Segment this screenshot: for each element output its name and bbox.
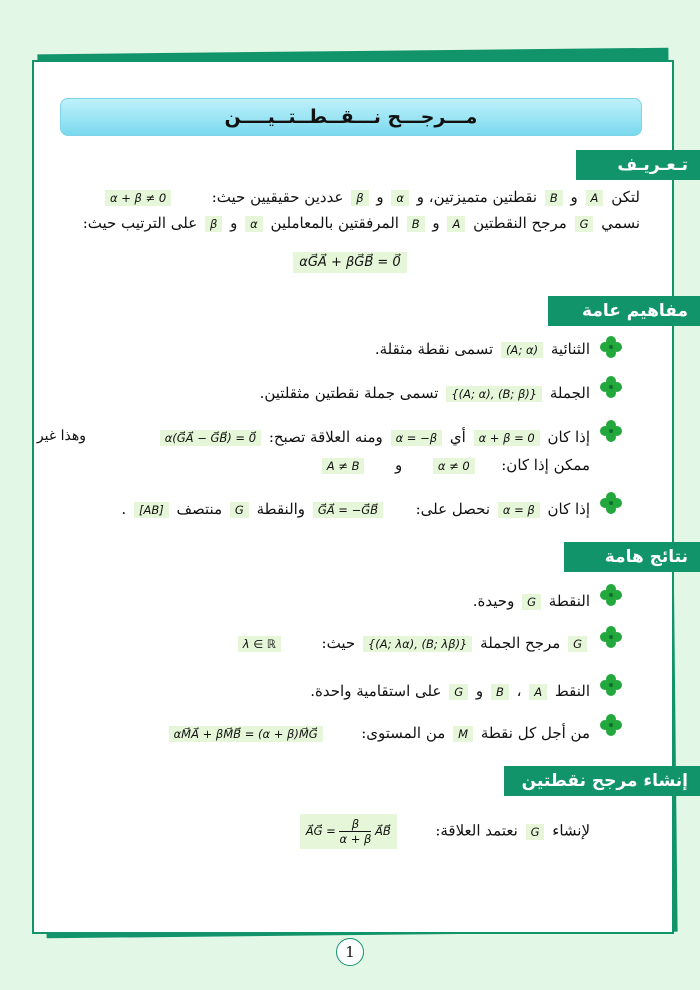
construction-formula: A⃗G⃗ = $\frac{\beta}{\alpha + \beta}$ A⃗B⃗ — [300, 814, 397, 849]
clover-bullet-icon — [600, 626, 622, 648]
page-number: 1 — [336, 938, 364, 966]
definition-line-2: نسمي G مرجح النقطتين A و B المرفقتين بالمعاملين α و β على الترتيب حيث: — [82, 214, 640, 232]
construction-line: لإنشاء G نعتمد العلاقة: A⃗G⃗ = $\frac{\beta}{\alpha + \beta}$ A⃗B⃗ — [297, 814, 590, 849]
concept-4: إذا كان α = β نحصل على: G⃗A⃗ = −G⃗B⃗ والنقطة G منتصف [AB] . — [121, 500, 590, 518]
clover-bullet-icon — [600, 674, 622, 696]
section-definition: تـعـريـف — [576, 150, 700, 180]
clover-bullet-icon — [600, 714, 622, 736]
result-4: من أجل كل نقطة M من المستوى: αM⃗A⃗ + βM⃗B⃗ = (α + β)M⃗G⃗ — [166, 724, 590, 742]
clover-bullet-icon — [600, 584, 622, 606]
concept-3: إذا كان α + β = 0 أي α = −β ومنه العلاقة تصبح: α(G⃗A⃗ − G⃗B⃗) = 0⃗ — [157, 428, 590, 446]
clover-bullet-icon — [600, 376, 622, 398]
clover-bullet-icon — [600, 420, 622, 442]
definition-line-1: لتكن A و B نقطتين متميزتين، و α و β عددين حقيقيين حيث: α + β ≠ 0 — [102, 188, 640, 206]
section-concepts: مفاهيم عامة — [548, 296, 700, 326]
clover-bullet-icon — [600, 336, 622, 358]
result-1: النقطة G وحيدة. — [472, 592, 590, 610]
section-results: نتائج هامة — [564, 542, 700, 572]
result-3: النقط A ، B و G على استقامية واحدة. — [310, 682, 590, 700]
page-title: مـــرجـــح نـــقــطــتــيــــن — [60, 98, 642, 136]
section-construction: إنشاء مرجح نقطتين — [504, 766, 700, 796]
clover-bullet-icon — [600, 492, 622, 514]
concept-3-cont: وهذا غير — [36, 428, 86, 444]
barycenter-equation: αG⃗A⃗ + βG⃗B⃗ = 0⃗ — [293, 252, 406, 273]
concept-3-line-2: ممكن إذا كان: α ≠ 0 و A ≠ B — [319, 456, 590, 474]
condition: α + β ≠ 0 — [105, 190, 171, 206]
result-2: G مرجح الجملة {(A; λα), (B; λβ)} حيث: λ ∈ ℝ — [235, 634, 590, 652]
concept-1: الثنائية (A; α) تسمى نقطة مثقلة. — [374, 340, 590, 358]
concept-2: الجملة {(A; α), (B; β)} تسمى جملة نقطتين مثقلتين. — [259, 384, 590, 402]
